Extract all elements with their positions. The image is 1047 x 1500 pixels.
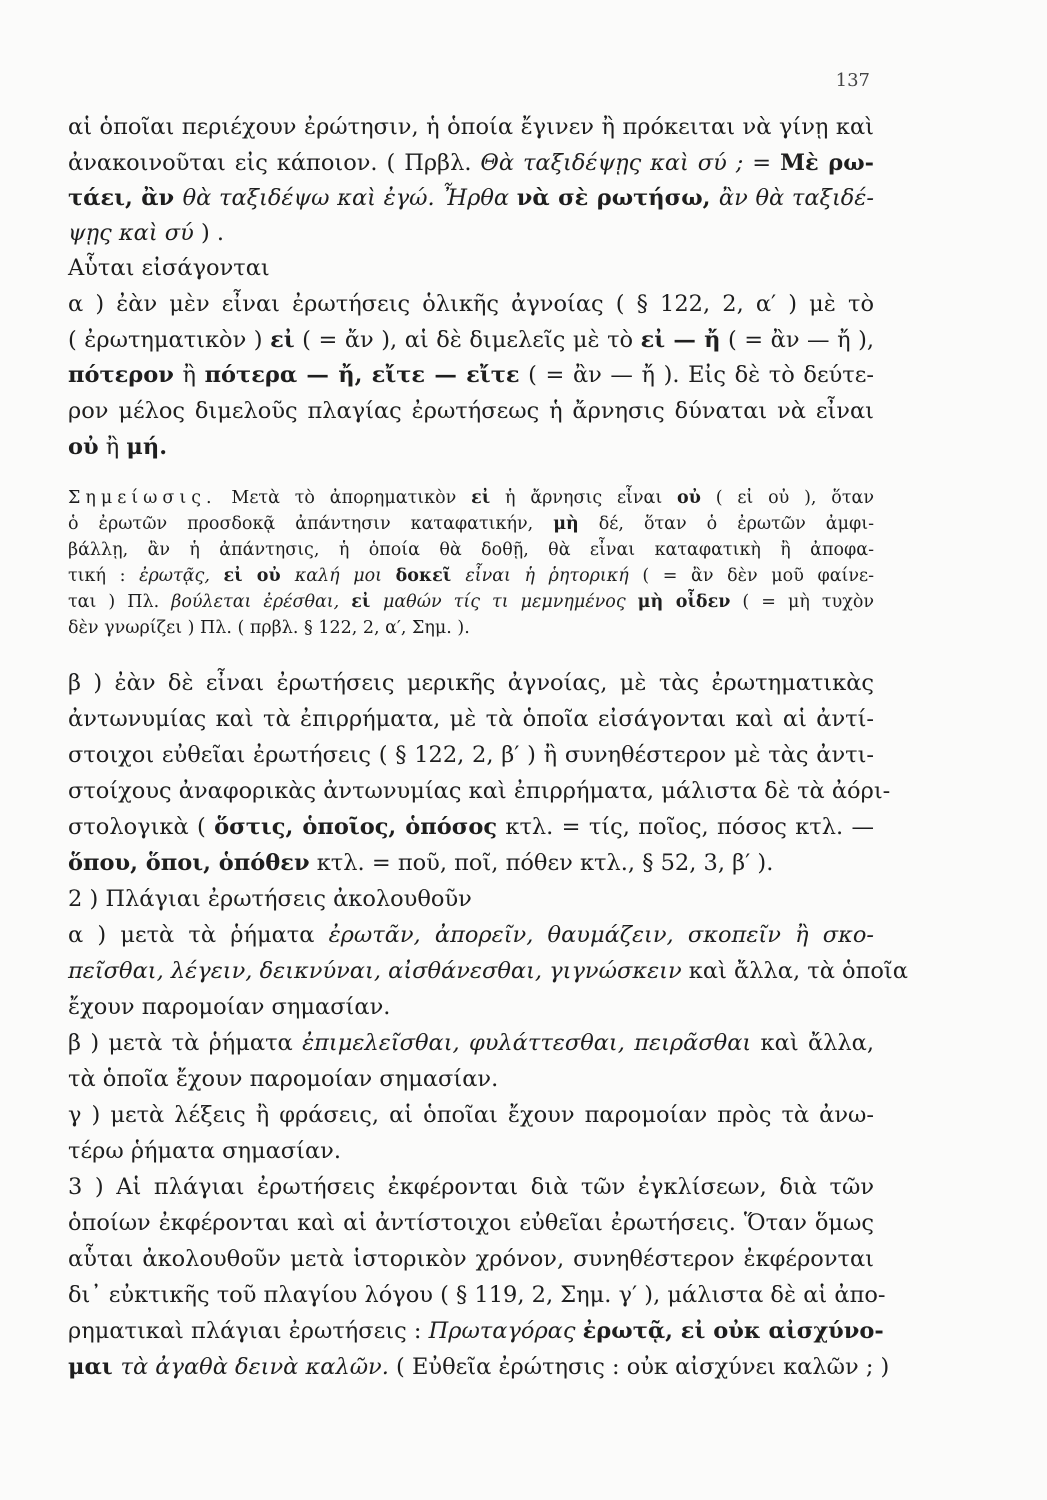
text-segment: καλή bbox=[294, 566, 354, 586]
text-segment: κτλ. = ποῦ, ποῖ, πόθεν κτλ., § 52, 3, β′ ). bbox=[309, 850, 774, 876]
text-segment: καὶ ἄλλα, τὰ ὁποῖα bbox=[681, 958, 908, 984]
text-segment: πεῖσθαι, λέγειν, δεικνύναι, αἰσθάνεσθαι, γιγνώσκειν bbox=[68, 958, 682, 984]
text-segment: τὰ ὁποῖα ἔχουν παρομοίαν σημασίαν. bbox=[68, 1066, 499, 1092]
text-segment: α ) μετὰ τὰ ῥήματα bbox=[68, 922, 329, 948]
text-line bbox=[68, 1172, 874, 1202]
text-segment: ὁποίων ἐκφέρονται καὶ αἱ ἀντίστοιχοι εὐθεῖαι ἐρωτήσεις. Ὅταν ὅμως bbox=[68, 1210, 874, 1236]
note-line bbox=[68, 485, 874, 511]
text-line bbox=[68, 812, 874, 842]
text-line bbox=[68, 396, 874, 426]
text-line bbox=[68, 992, 874, 1022]
text-line bbox=[68, 704, 874, 734]
text-segment: ἀνακοινοῦται εἰς κάποιον. ( Πρβλ. bbox=[68, 150, 481, 176]
text-segment: ἢ bbox=[173, 362, 205, 388]
text-segment: μὴ οἶδεν bbox=[637, 592, 731, 612]
text-segment: εἰ οὐ bbox=[223, 566, 295, 586]
text-segment: 3 ) Αἱ πλάγιαι ἐρωτήσεις ἐκφέρονται διὰ τῶν ἐγκλίσεων, διὰ τῶν bbox=[68, 1174, 874, 1200]
text-segment: ( Εὐθεῖα ἐρώτησις : οὐκ αἰσχύνει καλῶν ; ) bbox=[388, 1354, 890, 1380]
text-segment: ( = ἂν δὲν μοῦ φαίνε- bbox=[628, 566, 875, 586]
text-segment: ρηματικαὶ πλάγιαι ἐρωτήσεις : bbox=[68, 1318, 429, 1344]
text-segment: εἰ bbox=[270, 327, 295, 353]
text-segment: ( = ἄν ), αἱ δὲ διμελεῖς μὲ τὸ bbox=[294, 327, 641, 353]
text-segment: δὲν γνωρίζει ) Πλ. ( πρβλ. § 122, 2, α′, Σημ. ). bbox=[68, 618, 470, 638]
text-segment: Μετὰ τὸ ἀπορηματικὸν bbox=[216, 488, 472, 508]
text-segment: Μὲ ρω- bbox=[780, 150, 874, 176]
text-line bbox=[68, 289, 874, 319]
text-segment: στοιχοι εὐθεῖαι ἐρωτήσεις ( § 122, 2, β′ ) ἢ συνηθέστερον μὲ τὰς ἀντι- bbox=[68, 742, 874, 768]
text-segment: εἰ — ἤ bbox=[640, 327, 721, 353]
text-line bbox=[68, 1100, 874, 1130]
text-segment: ἐπιμελεῖσθαι, φυλάττεσθαι, πειρᾶσθαι bbox=[302, 1030, 752, 1056]
text-line bbox=[68, 183, 874, 213]
text-line bbox=[68, 1208, 874, 1238]
text-segment: ἢ bbox=[98, 434, 127, 460]
text-segment: οὐ bbox=[68, 434, 99, 460]
text-line bbox=[68, 1064, 874, 1094]
text-segment: ὅπου, ὅποι, ὁπόθεν bbox=[68, 850, 310, 876]
text-line bbox=[68, 884, 874, 914]
text-segment: μαι bbox=[68, 1354, 121, 1380]
text-segment: τάει, ἂν bbox=[68, 185, 183, 211]
text-segment: 2 ) Πλάγιαι ἐρωτήσεις ἀκολουθοῦν bbox=[68, 886, 472, 912]
text-line bbox=[68, 148, 874, 178]
note-line bbox=[68, 537, 874, 563]
text-segment: δοκεῖ bbox=[395, 566, 466, 586]
text-segment: ἐρωτᾷ, εἰ οὐκ αἰσχύνο- bbox=[582, 1318, 884, 1344]
text-segment: Σημείωσις. bbox=[68, 488, 217, 508]
text-segment: ἂν θὰ ταξιδέ- bbox=[718, 185, 874, 211]
text-segment: Αὗται εἰσάγονται bbox=[68, 255, 270, 281]
text-segment: μή. bbox=[126, 434, 168, 460]
text-segment: εἰ bbox=[471, 488, 491, 508]
text-line bbox=[68, 1280, 886, 1310]
text-segment: τὰ ἀγαθὰ δεινὰ καλῶν. bbox=[120, 1354, 389, 1380]
text-segment: ( εἰ οὐ ), ὅταν bbox=[700, 488, 874, 508]
text-segment: αὗται ἀκολουθοῦν μετὰ ἱστορικὸν χρόνον, συνηθέστερον ἐκφέρονται bbox=[68, 1246, 874, 1272]
text-segment: ἔχουν παρομοίαν σημασίαν. bbox=[68, 994, 391, 1020]
text-line bbox=[68, 1028, 874, 1058]
text-segment: α ) ἐὰν μὲν εἶναι ἐρωτήσεις ὁλικῆς ἀγνοίας ( § 122, 2, α′ ) μὲ τὸ bbox=[68, 291, 874, 317]
text-segment: δι᾽ εὐκτικῆς τοῦ πλαγίου λόγου ( § 119, 2, Σημ. γ′ ), μάλιστα δὲ αἱ ἀπο- bbox=[68, 1282, 886, 1308]
text-segment: ἐρωτᾶν, ἀπορεῖν, θαυμάζειν, σκοπεῖν ἢ σκο- bbox=[328, 922, 874, 948]
text-segment: β ) μετὰ τὰ ῥήματα bbox=[68, 1030, 303, 1056]
text-segment: Θὰ ταξιδέψῃς καὶ σύ ; bbox=[480, 150, 744, 176]
text-segment: αἱ ὁποῖαι περιέχουν ἐρώτησιν, ἡ ὁποία ἔγινεν ἢ πρόκειται νὰ γίνῃ καὶ bbox=[68, 114, 874, 140]
text-segment: ψῃς καὶ σύ bbox=[68, 220, 194, 246]
text-segment: μαθών τίς τι μεμνημένος bbox=[382, 592, 638, 612]
text-segment: ἀντωνυμίας καὶ τὰ ἐπιρρήματα, μὲ τὰ ὁποῖα εἰσάγονται καὶ αἱ ἀντί- bbox=[68, 706, 874, 732]
note-line bbox=[68, 615, 874, 641]
text-segment: κτλ. = τίς, ποῖος, πόσος κτλ. — bbox=[497, 814, 874, 840]
text-segment: ) . bbox=[193, 220, 225, 246]
text-line bbox=[68, 325, 874, 355]
text-line bbox=[68, 1316, 884, 1346]
text-segment: βάλλῃ, ἂν ἡ ἀπάντησις, ἡ ὁποία θὰ δοθῇ, θὰ εἶναι καταφατικὴ ἢ ἀποφα- bbox=[68, 540, 874, 560]
text-segment: εἶναι ἡ ῥητορική bbox=[465, 566, 629, 586]
note-line bbox=[68, 563, 874, 589]
text-line bbox=[68, 920, 874, 950]
page-number: 137 bbox=[835, 70, 870, 91]
text-line bbox=[68, 740, 874, 770]
text-segment: πότερον bbox=[68, 362, 174, 388]
text-segment: εἰ bbox=[351, 592, 383, 612]
text-segment: ται ) Πλ. bbox=[68, 592, 172, 612]
note-line bbox=[68, 511, 874, 537]
text-segment: ( ἐρωτηματικὸν ) bbox=[68, 327, 271, 353]
text-line bbox=[68, 112, 874, 142]
note-line bbox=[68, 589, 874, 615]
text-segment: ὅστις, ὁποῖος, ὁπόσος bbox=[214, 814, 498, 840]
text-segment: = bbox=[743, 150, 781, 176]
text-segment: Πρωταγόρας bbox=[428, 1318, 583, 1344]
text-segment: θὰ ταξιδέψω καὶ ἐγώ. Ἦρθα bbox=[182, 185, 517, 211]
text-line bbox=[68, 776, 891, 806]
text-segment: ( = ἂν — ἤ ), bbox=[720, 327, 875, 353]
text-segment: στολογικὰ ( bbox=[68, 814, 215, 840]
text-segment: ρον μέλος διμελοῦς πλαγίας ἐρωτήσεως ἡ ἄρνησις δύναται νὰ εἶναι bbox=[68, 398, 874, 424]
text-segment: νὰ σὲ ρωτήσω, bbox=[516, 185, 719, 211]
text-segment: ἐρωτᾷς, bbox=[139, 566, 224, 586]
text-segment: τική : bbox=[68, 566, 140, 586]
text-segment: βούλεται ἐρέσθαι, bbox=[171, 592, 352, 612]
text-segment: γ ) μετὰ λέξεις ἢ φράσεις, αἱ ὁποῖαι ἔχουν παρομοίαν πρὸς τὰ ἀνω- bbox=[68, 1102, 874, 1128]
text-line bbox=[68, 956, 908, 986]
text-line bbox=[68, 218, 874, 248]
text-segment: δέ, ὅταν ὁ ἐρωτῶν ἀμφι- bbox=[578, 514, 874, 534]
text-segment: μοι bbox=[353, 566, 396, 586]
text-segment: ( = μὴ τυχὸν bbox=[730, 592, 875, 612]
text-segment: ὁ ἐρωτῶν προσδοκᾷ ἀπάντησιν καταφατικήν, bbox=[68, 514, 554, 534]
text-segment: καὶ ἄλλα, bbox=[751, 1030, 875, 1056]
text-line bbox=[68, 1136, 874, 1166]
text-segment: β ) ἐὰν δὲ εἶναι ἐρωτήσεις μερικῆς ἀγνοίας, μὲ τὰς ἐρωτηματικὰς bbox=[68, 670, 874, 696]
text-segment: πότερα — ἤ, εἴτε — εἴτε bbox=[204, 362, 520, 388]
text-segment: στοίχους ἀναφορικὰς ἀντωνυμίας καὶ ἐπιρρήματα, μάλιστα δὲ τὰ ἀόρι- bbox=[68, 778, 891, 804]
text-line bbox=[68, 668, 874, 698]
text-line bbox=[68, 432, 874, 462]
text-line bbox=[68, 253, 874, 283]
text-segment: μὴ bbox=[553, 514, 579, 534]
text-segment: οὐ bbox=[677, 488, 701, 508]
text-line bbox=[68, 1352, 890, 1382]
text-segment: ( = ἂν — ἤ ). Εἰς δὲ τὸ δεύτε- bbox=[519, 362, 874, 388]
text-line bbox=[68, 848, 874, 878]
text-segment: ἡ ἄρνησις εἶναι bbox=[490, 488, 678, 508]
text-line bbox=[68, 1244, 874, 1274]
text-segment: τέρω ῥήματα σημασίαν. bbox=[68, 1138, 342, 1164]
text-line bbox=[68, 360, 874, 390]
